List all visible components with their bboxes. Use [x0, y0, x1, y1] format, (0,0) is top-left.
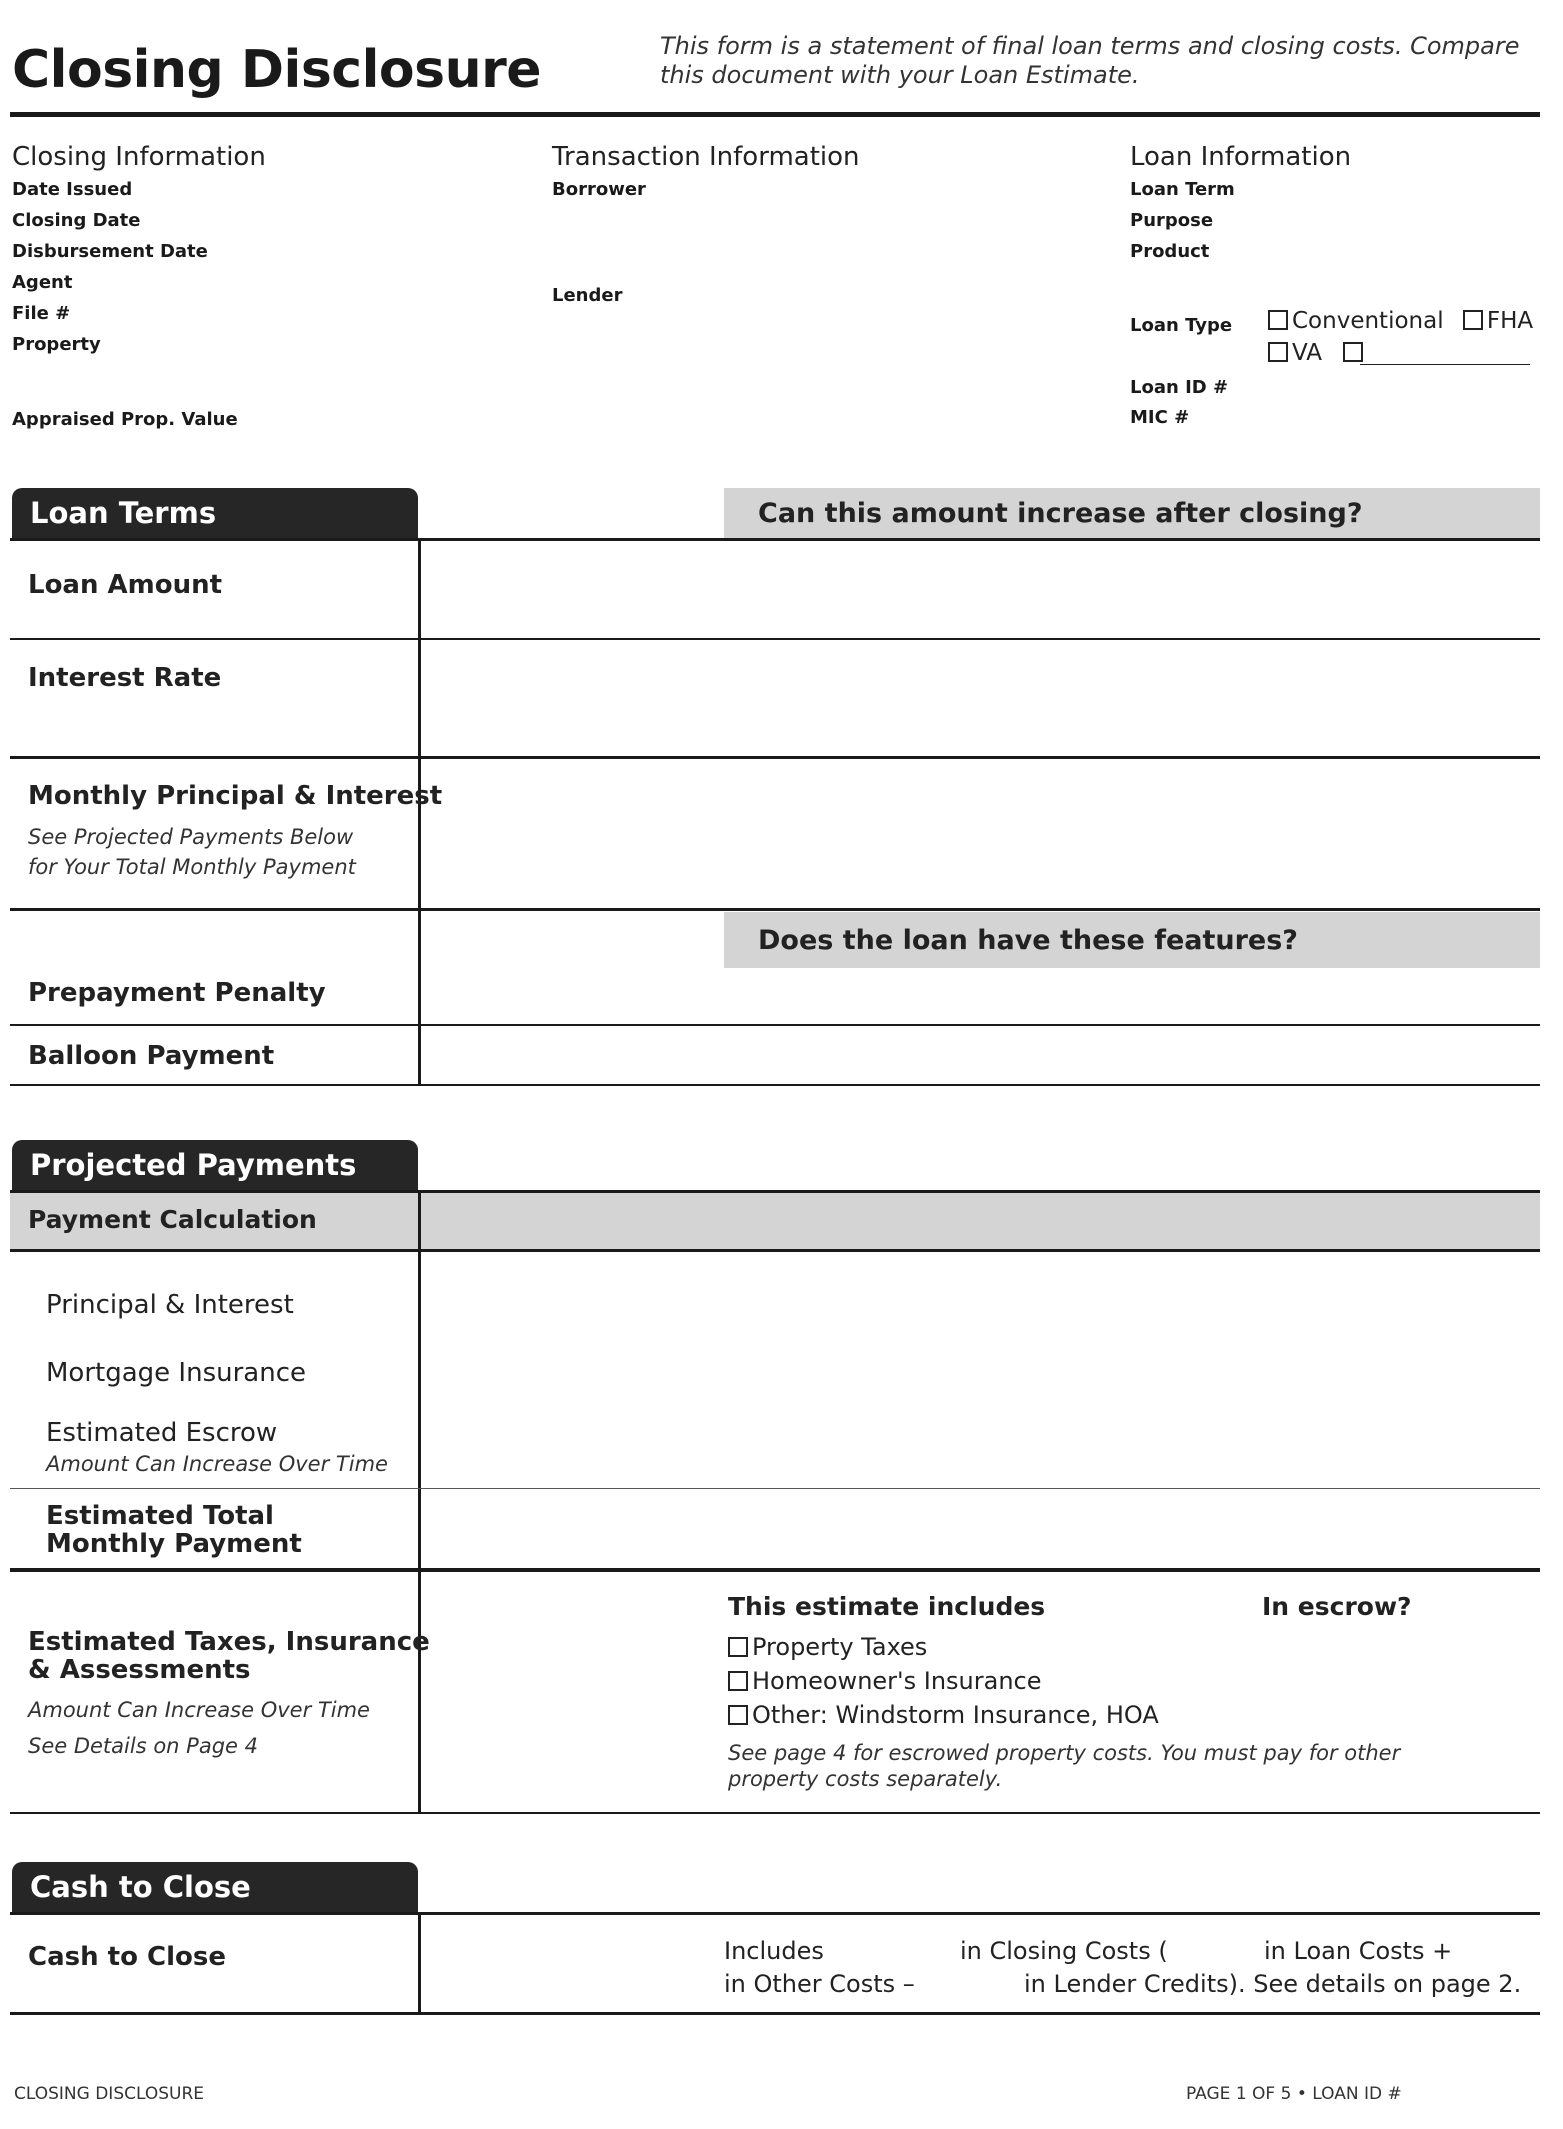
mortgage-insurance-label: Mortgage Insurance — [46, 1358, 306, 1388]
loan-type-options-row2 — [1268, 340, 1367, 366]
property-label: Property — [12, 334, 101, 355]
estimated-escrow-label: Estimated Escrow — [46, 1418, 278, 1448]
disbursement-date-label: Disbursement Date — [12, 241, 208, 262]
row-divider — [10, 1568, 1540, 1572]
loan-information-heading: Loan Information — [1130, 142, 1352, 172]
in-closing-costs-text: in Closing Costs ( — [960, 1937, 1168, 1965]
va-checkbox[interactable] — [1268, 340, 1322, 366]
conventional-option-label: Conventional — [1292, 308, 1444, 334]
in-lender-credits-text: in Lender Credits). See details on page 2. — [1024, 1970, 1522, 1998]
footer-page-number: PAGE 1 OF 5 • LOAN ID # — [1186, 2084, 1402, 2104]
fha-option-label: FHA — [1486, 308, 1534, 334]
projected-payments-bottom-rule — [10, 1812, 1540, 1814]
row-divider — [10, 756, 1540, 759]
estimated-total-label-1: Estimated Total — [46, 1501, 274, 1531]
fha-checkbox[interactable] — [1463, 308, 1533, 334]
homeowners-insurance-item[interactable] — [728, 1664, 1159, 1698]
lender-label: Lender — [552, 285, 623, 306]
page-title: Closing Disclosure — [12, 40, 542, 100]
other-item-label: Other: Windstorm Insurance, HOA — [752, 1701, 1159, 1729]
loan-id-label: Loan ID # — [1130, 377, 1229, 398]
closing-information-block — [12, 142, 266, 360]
includes-text: Includes — [724, 1937, 824, 1965]
checkbox-icon — [1463, 310, 1483, 330]
other-loan-type-field[interactable] — [1360, 364, 1530, 365]
date-issued-label: Date Issued — [12, 179, 133, 200]
monthly-pi-label: Monthly Principal & Interest — [28, 781, 443, 811]
estimated-total-label-2: Monthly Payment — [46, 1529, 302, 1559]
row-divider — [10, 1024, 1540, 1026]
interest-rate-label: Interest Rate — [28, 663, 222, 693]
transaction-information-block — [552, 142, 860, 205]
taxes-note-1: Amount Can Increase Over Time — [28, 1698, 370, 1722]
appraised-value-label: Appraised Prop. Value — [12, 409, 238, 430]
property-taxes-item[interactable] — [728, 1630, 1159, 1664]
in-escrow-heading: In escrow? — [1262, 1592, 1412, 1621]
agent-label: Agent — [12, 272, 73, 293]
other-loan-type-checkbox[interactable] — [1343, 340, 1367, 366]
loan-type-options — [1268, 308, 1533, 334]
homeowners-insurance-label: Homeowner's Insurance — [752, 1667, 1042, 1695]
cash-to-close-label: Cash to Close — [28, 1942, 226, 1972]
header-divider — [10, 112, 1540, 117]
taxes-note-2: See Details on Page 4 — [28, 1734, 258, 1758]
row-divider — [10, 638, 1540, 640]
prepayment-penalty-label: Prepayment Penalty — [28, 978, 326, 1008]
loan-terms-tab: Loan Terms — [12, 488, 418, 540]
checkbox-icon — [1268, 342, 1288, 362]
cash-to-close-column-divider — [418, 1912, 421, 2012]
loan-amount-label: Loan Amount — [28, 570, 223, 600]
estimate-includes-heading: This estimate includes — [728, 1592, 1046, 1621]
product-label: Product — [1130, 241, 1210, 262]
loan-terms-top-rule — [10, 538, 1540, 541]
purpose-label: Purpose — [1130, 210, 1214, 231]
increase-question: Can this amount increase after closing? — [758, 498, 1363, 529]
escrow-note: Amount Can Increase Over Time — [46, 1452, 388, 1476]
conventional-checkbox[interactable] — [1268, 308, 1444, 334]
checkbox-icon — [1268, 310, 1288, 330]
mic-label: MIC # — [1130, 407, 1190, 428]
balloon-payment-label: Balloon Payment — [28, 1041, 275, 1071]
in-other-costs-text: in Other Costs – — [724, 1970, 915, 1998]
file-number-label: File # — [12, 303, 71, 324]
transaction-information-heading: Transaction Information — [552, 142, 860, 172]
cash-to-close-tab: Cash to Close — [12, 1862, 418, 1914]
monthly-pi-note-2: for Your Total Monthly Payment — [28, 855, 356, 879]
checkbox-icon — [728, 1637, 748, 1657]
projected-payments-column-divider — [418, 1190, 421, 1812]
row-divider — [10, 1249, 1540, 1252]
borrower-label: Borrower — [552, 179, 646, 200]
loan-terms-bottom-rule — [10, 1084, 1540, 1086]
other-item[interactable] — [728, 1698, 1159, 1732]
checkbox-icon — [728, 1671, 748, 1691]
features-question: Does the loan have these features? — [758, 925, 1298, 956]
closing-information-heading: Closing Information — [12, 142, 266, 172]
checkbox-icon — [728, 1705, 748, 1725]
row-divider — [10, 1488, 1540, 1489]
property-taxes-label: Property Taxes — [752, 1633, 928, 1661]
escrow-footnote: See page 4 for escrowed property costs. You must pay for other property costs separately. — [728, 1741, 1401, 1791]
footer-left: CLOSING DISCLOSURE — [14, 2084, 205, 2104]
checkbox-icon — [1343, 342, 1363, 362]
row-divider — [10, 908, 1540, 911]
loan-terms-column-divider — [418, 538, 421, 1084]
in-loan-costs-text: in Loan Costs + — [1264, 1937, 1453, 1965]
loan-type-label: Loan Type — [1130, 315, 1233, 336]
form-description: This form is a statement of final loan terms and closing costs. Compare this document with your Loan Estimate. — [660, 32, 1520, 89]
loan-information-block — [1130, 142, 1351, 267]
taxes-label-2: & Assessments — [28, 1655, 251, 1685]
closing-date-label: Closing Date — [12, 210, 141, 231]
cash-to-close-top-rule — [10, 1912, 1540, 1915]
principal-interest-label: Principal & Interest — [46, 1290, 294, 1320]
taxes-label-1: Estimated Taxes, Insurance — [28, 1627, 430, 1657]
va-option-label: VA — [1292, 340, 1322, 366]
monthly-pi-note-1: See Projected Payments Below — [28, 825, 354, 849]
cash-to-close-bottom-rule — [10, 2012, 1540, 2015]
payment-calculation-label: Payment Calculation — [28, 1205, 317, 1234]
projected-payments-tab: Projected Payments — [12, 1140, 418, 1192]
loan-term-label: Loan Term — [1130, 179, 1235, 200]
